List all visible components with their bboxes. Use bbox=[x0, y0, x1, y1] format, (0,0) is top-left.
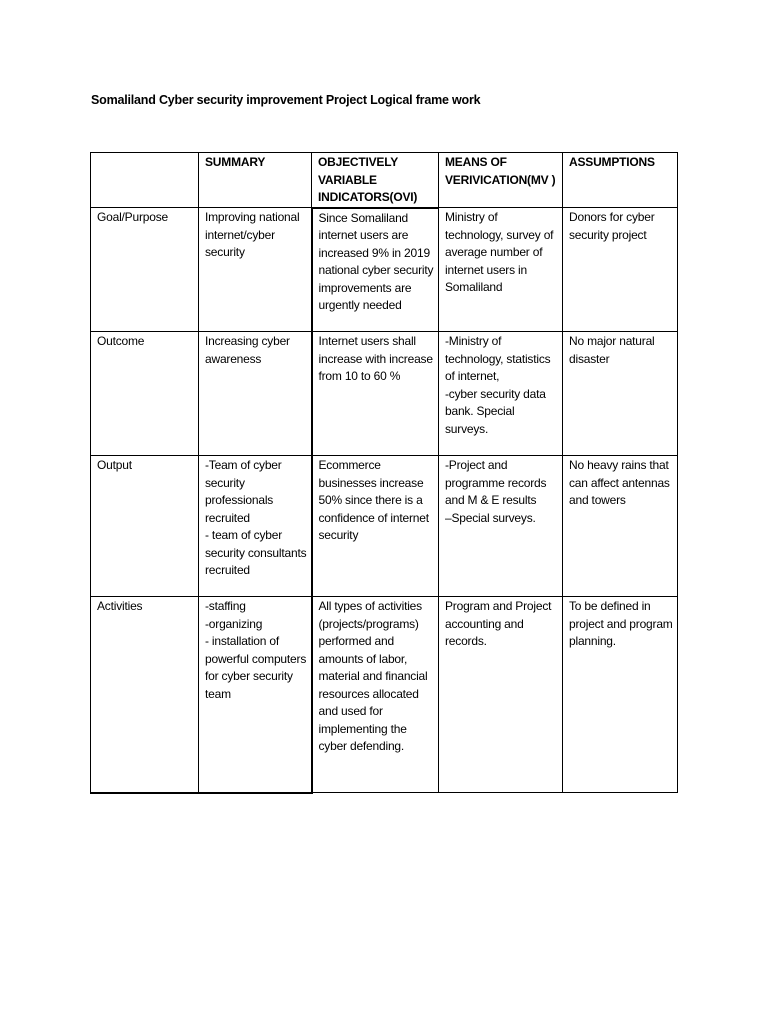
cell-activities-mv: Program and Project accounting and records. bbox=[439, 597, 563, 793]
cell-goal-mv: Ministry of technology, survey of average number of internet users in Somaliland bbox=[439, 208, 563, 332]
header-row bbox=[91, 153, 678, 208]
header-corner-cell bbox=[91, 153, 199, 208]
logframe-table bbox=[90, 152, 678, 794]
header-mv: MEANS OF VERIVICATION(MV ) bbox=[439, 153, 563, 208]
cell-goal-ovi: Since Somaliland internet users are increased 9% in 2019 national cyber security improvements are urgently needed bbox=[312, 208, 439, 332]
cell-activities-assumptions: To be defined in project and program planning. bbox=[563, 597, 678, 793]
cell-activities-summary: -staffing -organizing - installation of powerful computers for cyber security team bbox=[199, 597, 312, 793]
cell-goal-assumptions: Donors for cyber security project bbox=[563, 208, 678, 332]
document-title: Somaliland Cyber security improvement Project Logical frame work bbox=[91, 93, 481, 107]
table-row-activities bbox=[91, 597, 678, 793]
cell-outcome-assumptions: No major natural disaster bbox=[563, 332, 678, 456]
header-ovi: OBJECTIVELY VARIABLE INDICATORS(OVI) bbox=[312, 153, 439, 208]
cell-output-summary: -Team of cyber security professionals recruited - team of cyber security consultants recruited bbox=[199, 456, 312, 597]
table-row-outcome bbox=[91, 332, 678, 456]
table-row-output bbox=[91, 456, 678, 597]
cell-goal-summary: Improving national internet/cyber security bbox=[199, 208, 312, 332]
cell-outcome-mv: -Ministry of technology, statistics of internet, -cyber security data bank. Special surveys. bbox=[439, 332, 563, 456]
cell-output-assumptions: No heavy rains that can affect antennas and towers bbox=[563, 456, 678, 597]
header-summary: SUMMARY bbox=[199, 153, 312, 208]
cell-outcome-summary: Increasing cyber awareness bbox=[199, 332, 312, 456]
cell-activities-ovi: All types of activities (projects/programs) performed and amounts of labor, material and financial resources allocated and used for implementing the cyber defending. bbox=[312, 597, 439, 793]
cell-outcome-ovi: Internet users shall increase with increase from 10 to 60 % bbox=[312, 332, 439, 456]
cell-output-ovi: Ecommerce businesses increase 50% since there is a confidence of internet security bbox=[312, 456, 439, 597]
row-label-activities: Activities bbox=[91, 597, 199, 793]
row-label-output: Output bbox=[91, 456, 199, 597]
table-row-goal bbox=[91, 208, 678, 332]
row-label-outcome: Outcome bbox=[91, 332, 199, 456]
header-assumptions: ASSUMPTIONS bbox=[563, 153, 678, 208]
row-label-goal: Goal/Purpose bbox=[91, 208, 199, 332]
cell-output-mv: -Project and programme records and M & E results –Special surveys. bbox=[439, 456, 563, 597]
